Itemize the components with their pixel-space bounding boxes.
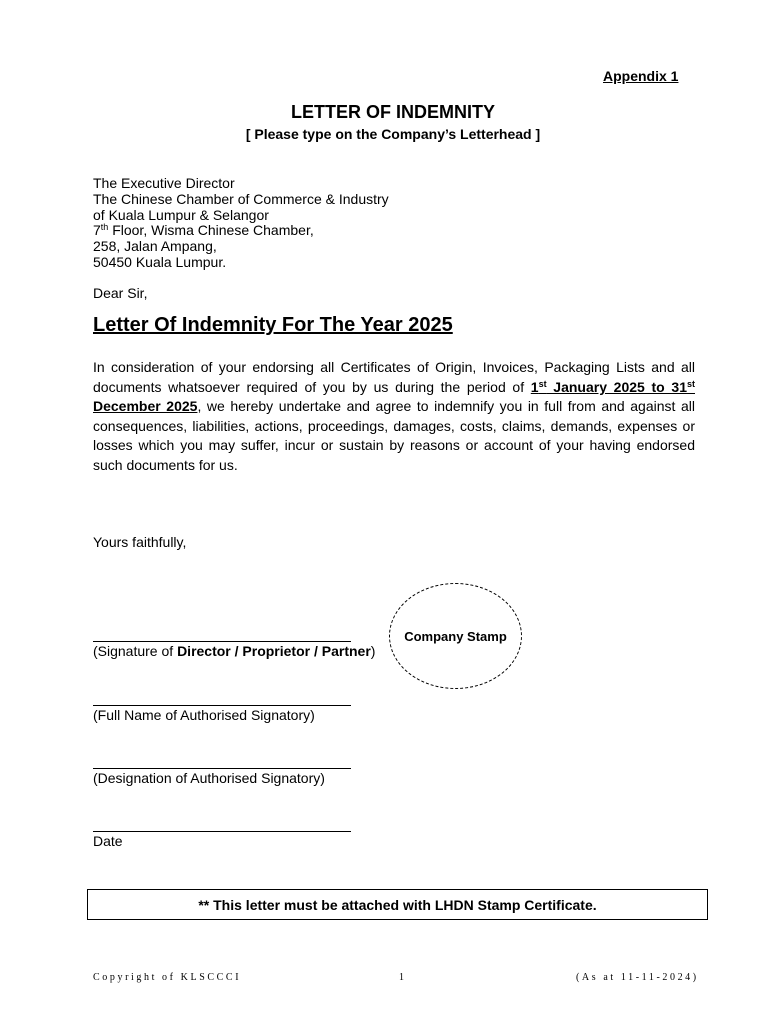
address-line: 50450 Kuala Lumpur. — [93, 253, 227, 270]
address-line — [93, 223, 389, 239]
appendix-label: Appendix 1 — [603, 68, 679, 84]
attachment-notice — [87, 889, 708, 920]
floor-number: 7 — [93, 222, 101, 239]
date-label: Date — [93, 833, 123, 849]
floor-text: Floor, Wisma Chinese Chamber, — [108, 222, 314, 239]
body-text-part2: , we hereby undertake and agree to indemnify you in full from and against all consequences, liabilities, actions, proceedings, damages, costs, claims, demands, expenses or losses which you may suffer, incur or sustain by reasons or account of your having endorsed such documents for us. — [93, 398, 695, 473]
footer-date: (As at 11-11-2024) — [576, 972, 699, 983]
company-stamp-area — [389, 583, 522, 689]
recipient-address — [93, 176, 389, 271]
indemnity-paragraph — [93, 358, 695, 476]
date-range-text: January 2025 to 31 — [546, 378, 687, 395]
letter-heading: Letter Of Indemnity For The Year 2025 — [93, 314, 453, 336]
company-stamp-label: Company Stamp — [404, 628, 507, 644]
date-line — [93, 831, 351, 832]
address-line: The Chinese Chamber of Commerce & Industry — [93, 190, 389, 207]
address-line: The Executive Director — [93, 175, 235, 191]
closing: Yours faithfully, — [93, 534, 187, 550]
signature-prefix: (Signature of — [93, 643, 178, 659]
date-end-suffix: st — [686, 378, 695, 389]
designation-line — [93, 768, 351, 769]
date-start-suffix: st — [538, 378, 547, 389]
body-text-part1: In consideration of your endorsing all Certificates of Origin, Invoices, Packaging Lists and all documents whatsoever required of you by us during the period of — [93, 359, 695, 395]
signature-suffix: ) — [370, 643, 376, 659]
footer-page-number: 1 — [399, 972, 407, 983]
salutation: Dear Sir, — [93, 285, 148, 301]
designation-label: (Designation of Authorised Signatory) — [93, 770, 325, 786]
letterhead-instruction: [ Please type on the Company’s Letterhead ] — [245, 126, 541, 142]
signature-roles: Director / Proprietor / Partner — [177, 643, 371, 659]
date-start-day: 1 — [530, 378, 539, 395]
date-end-text: December 2025 — [93, 398, 198, 415]
document-title: LETTER OF INDEMNITY — [291, 102, 495, 122]
signature-label — [93, 643, 375, 659]
floor-suffix: th — [100, 222, 109, 233]
address-line: 258, Jalan Ampang, — [93, 238, 217, 255]
address-line: of Kuala Lumpur & Selangor — [93, 206, 269, 223]
full-name-label: (Full Name of Authorised Signatory) — [93, 707, 315, 723]
signature-line — [93, 641, 351, 642]
footer-copyright: Copyright of KLSCCCI — [93, 972, 242, 983]
attachment-notice-text: ** This letter must be attached with LHDN Stamp Certificate. — [198, 896, 597, 913]
full-name-line — [93, 705, 351, 706]
